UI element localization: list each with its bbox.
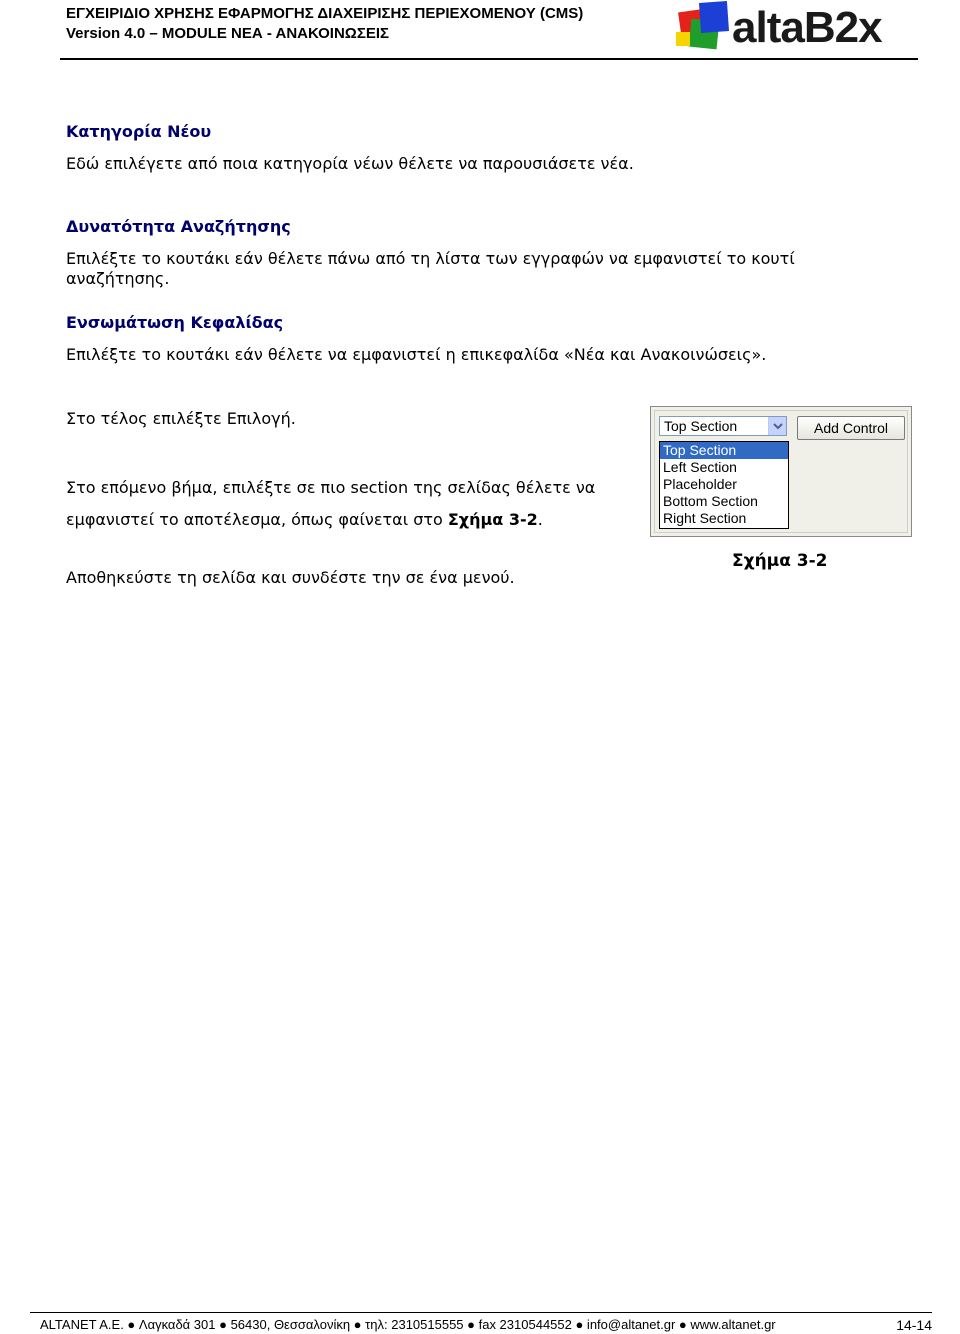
- option-left-section[interactable]: Left Section: [663, 459, 737, 475]
- figure-caption: Σχήμα 3-2: [732, 551, 828, 571]
- section-select-value: Top Section: [664, 418, 738, 434]
- version-subtitle: Version 4.0 – MODULE ΝΕΑ - ΑΝΑΚΟΙΝΩΣΕΙΣ: [66, 25, 390, 42]
- figure-screenshot: [650, 406, 912, 537]
- option-top-section[interactable]: Top Section: [660, 442, 788, 459]
- document-header: [66, 4, 583, 44]
- section-select[interactable]: [659, 416, 787, 436]
- save-text: Αποθηκεύστε τη σελίδα και συνδέστε την σε ένα μενού.: [66, 568, 515, 587]
- add-control-button[interactable]: Add Control: [797, 416, 905, 440]
- section-text: Επιλέξτε το κουτάκι εάν θέλετε πάνω από τη λίστα των εγγραφών να εμφανιστεί το κουτί αναζήτησης.: [66, 249, 795, 288]
- manual-title: ΕΓΧΕΙΡΙΔΙΟ ΧΡΗΣΗΣ ΕΦΑΡΜΟΓΗΣ ΔΙΑΧΕΙΡΙΣΗΣ ΠΕΡΙΕΧΟΜΕΝΟΥ (CMS): [66, 5, 584, 22]
- section-text: Εδώ επιλέγετε από ποια κατηγορία νέων θέλετε να παρουσιάσετε νέα.: [66, 154, 634, 173]
- option-bottom-section[interactable]: Bottom Section: [663, 493, 758, 509]
- next-step-text: [66, 472, 626, 536]
- section-heading: Ενσωμάτωση Κεφαλίδας: [66, 313, 284, 332]
- page-number: 14-14: [896, 1317, 932, 1333]
- section-text: Επιλέξτε το κουτάκι εάν θέλετε να εμφανιστεί η επικεφαλίδα «Νέα και Ανακοινώσεις».: [66, 345, 767, 364]
- footer-divider: [30, 1312, 932, 1313]
- option-placeholder[interactable]: Placeholder: [663, 476, 737, 492]
- next-step-body: Στο επόμενο βήμα, επιλέξτε σε πιο section της σελίδας θέλετε να εμφανιστεί το αποτέλεσμα, όπως φαίνεται στο: [66, 478, 596, 529]
- section-heading: Κατηγορία Νέου: [66, 122, 212, 141]
- altab2x-logo: [670, 0, 910, 56]
- footer-contact: ALTANET A.E. ● Λαγκαδά 301 ● 56430, Θεσσαλονίκη ● τηλ: 2310515555 ● fax 2310544552 ● info@altanet.gr ● www.altanet.gr: [40, 1317, 776, 1332]
- figure-reference: Σχήμα 3-2: [447, 510, 538, 529]
- final-choice-text: Στο τέλος επιλέξτε Επιλογή.: [66, 409, 296, 428]
- next-step-end: .: [537, 510, 543, 529]
- option-right-section[interactable]: Right Section: [663, 510, 747, 526]
- section-dropdown-list[interactable]: [659, 441, 789, 529]
- section-header-embed: [66, 313, 896, 365]
- logo-wordmark: altaB2x: [732, 3, 882, 52]
- chevron-down-icon[interactable]: [768, 417, 786, 435]
- section-heading: Δυνατότητα Αναζήτησης: [66, 217, 291, 236]
- section-news-category: [66, 122, 896, 174]
- header-divider: [60, 58, 918, 60]
- section-search-capability: [66, 217, 896, 289]
- logo-squares-icon: [670, 0, 732, 56]
